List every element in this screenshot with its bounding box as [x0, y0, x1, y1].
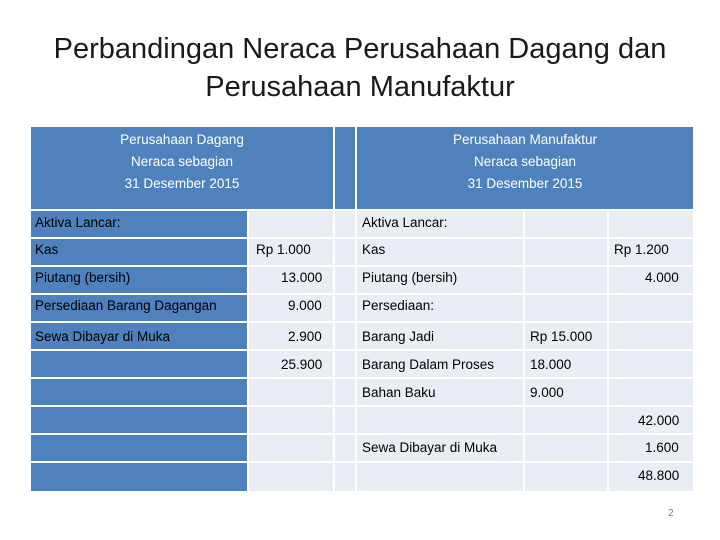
dagang-kas-value: Rp 1.000	[256, 242, 311, 257]
table-cell	[334, 266, 356, 294]
manufaktur-sewa-label: Sewa Dibayar di Muka	[362, 440, 498, 455]
table-cell	[608, 350, 694, 378]
table-cell	[334, 210, 356, 238]
table-cell	[30, 406, 248, 434]
table-cell	[30, 378, 248, 406]
header-dagang	[30, 126, 334, 210]
table-cell	[356, 462, 524, 492]
slide-title	[0, 30, 720, 106]
manufaktur-kas-label: Kas	[362, 242, 386, 257]
manufaktur-persediaan-label: Persediaan:	[362, 298, 435, 313]
manufaktur-piutang-value: 4.000	[645, 270, 679, 285]
manufaktur-dalam-proses-label: Barang Dalam Proses	[362, 357, 495, 372]
table-cell	[524, 434, 608, 462]
manufaktur-kas-value: Rp 1.200	[614, 242, 669, 257]
header-dagang-line-1: Perusahaan Dagang	[120, 132, 244, 147]
header-manufaktur-line-3: 31 Desember 2015	[467, 176, 583, 191]
manufaktur-aktiva-lancar: Aktiva Lancar:	[362, 215, 448, 230]
table-cell	[248, 378, 334, 406]
table-cell	[334, 294, 356, 322]
dagang-kas-label: Kas	[35, 242, 59, 257]
table-cell	[334, 350, 356, 378]
table-cell	[524, 294, 608, 322]
header-spacer	[334, 126, 356, 210]
table-cell	[248, 210, 334, 238]
table-cell	[608, 322, 694, 350]
table-cell	[334, 406, 356, 434]
dagang-sewa-label: Sewa Dibayar di Muka	[35, 329, 171, 344]
manufaktur-total: 48.800	[638, 468, 680, 483]
table-cell	[608, 294, 694, 322]
table-cell	[30, 350, 248, 378]
header-dagang-line-2: Neraca sebagian	[130, 154, 234, 169]
manufaktur-persediaan-total: 42.000	[638, 413, 680, 428]
manufaktur-bahan-baku-value: 9.000	[530, 385, 564, 400]
dagang-piutang-label: Piutang (bersih)	[35, 270, 131, 285]
dagang-aktiva-lancar: Aktiva Lancar:	[35, 215, 121, 230]
table-cell	[334, 378, 356, 406]
table-cell	[608, 378, 694, 406]
title-line-2: Perusahaan Manufaktur	[205, 71, 515, 103]
dagang-sewa-value: 2.900	[288, 329, 322, 344]
page-number: 2	[668, 508, 674, 519]
header-manufaktur-line-1: Perusahaan Manufaktur	[452, 132, 598, 147]
table-cell	[524, 406, 608, 434]
dagang-persediaan-value: 9.000	[288, 298, 322, 313]
table-cell	[248, 462, 334, 492]
dagang-total-value: 25.900	[281, 357, 323, 372]
header-dagang-line-3: 31 Desember 2015	[124, 176, 240, 191]
table-cell	[30, 238, 248, 266]
dagang-persediaan-label: Persediaan Barang Dagangan	[35, 298, 217, 313]
table-cell	[356, 406, 524, 434]
table-cell	[334, 322, 356, 350]
header-manufaktur	[356, 126, 694, 210]
table-cell	[524, 238, 608, 266]
manufaktur-sewa-value: 1.600	[645, 440, 679, 455]
table-cell	[248, 434, 334, 462]
title-line-1: Perbandingan Neraca Perusahaan Dagang dan	[53, 33, 667, 65]
table-cell	[30, 462, 248, 492]
table-cell	[334, 462, 356, 492]
table-cell	[30, 434, 248, 462]
table-cell	[524, 462, 608, 492]
manufaktur-barang-jadi-value: Rp 15.000	[530, 329, 593, 344]
dagang-piutang-value: 13.000	[281, 270, 323, 285]
table-cell	[524, 266, 608, 294]
table-cell	[608, 210, 694, 238]
manufaktur-piutang-label: Piutang (bersih)	[362, 270, 458, 285]
table-cell	[334, 434, 356, 462]
manufaktur-dalam-proses-value: 18.000	[530, 357, 572, 372]
manufaktur-barang-jadi-label: Barang Jadi	[362, 329, 435, 344]
table-cell	[248, 406, 334, 434]
table-cell	[334, 238, 356, 266]
table-cell	[524, 210, 608, 238]
manufaktur-bahan-baku-label: Bahan Baku	[362, 385, 436, 400]
header-manufaktur-line-2: Neraca sebagian	[473, 154, 577, 169]
